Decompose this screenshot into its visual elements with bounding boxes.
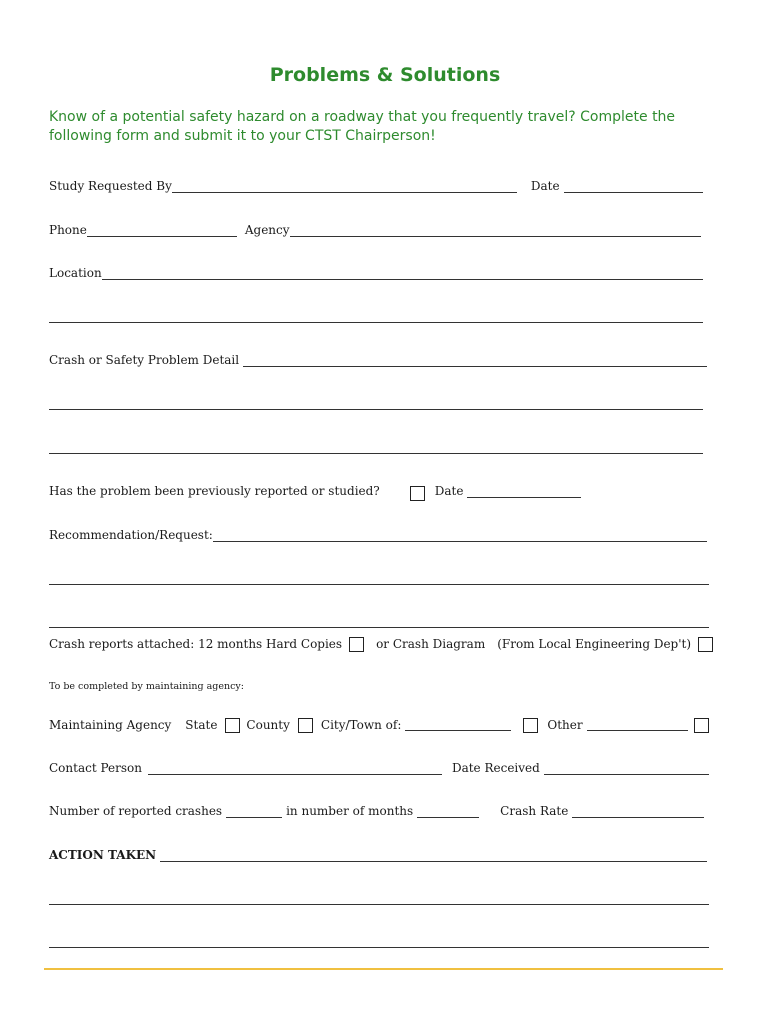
crash-diagram-label: or Crash Diagram xyxy=(376,637,486,651)
study-requested-row xyxy=(49,179,703,193)
crashes-row xyxy=(49,804,704,818)
prev-date-label: Date xyxy=(434,484,464,498)
recommendation-field[interactable] xyxy=(213,530,707,542)
hard-copies-checkbox[interactable] xyxy=(349,637,364,652)
recommendation-row xyxy=(49,528,707,542)
city-town-label: City/Town of: xyxy=(320,718,402,732)
num-crashes-label: Number of reported crashes xyxy=(49,804,223,818)
contact-person-label: Contact Person xyxy=(49,761,142,775)
crash-diagram-checkbox[interactable] xyxy=(698,637,713,652)
page-title: Problems & Solutions xyxy=(269,64,501,86)
study-requested-label: Study Requested By xyxy=(49,179,172,193)
maintaining-agency-row xyxy=(49,716,709,734)
state-checkbox[interactable] xyxy=(225,718,240,733)
other-field[interactable] xyxy=(587,719,688,731)
recommendation-line-3[interactable] xyxy=(49,627,709,628)
crash-reports-row xyxy=(49,635,692,653)
num-months-label: in number of months xyxy=(286,804,414,818)
contact-person-field[interactable] xyxy=(148,763,442,775)
state-label: State xyxy=(185,718,218,732)
crash-detail-label: Crash or Safety Problem Detail xyxy=(49,353,240,367)
crash-rate-label: Crash Rate xyxy=(500,804,569,818)
location-label: Location xyxy=(49,266,102,280)
crash-detail-line-3[interactable] xyxy=(49,453,703,454)
crash-detail-line-2[interactable] xyxy=(49,409,703,410)
agency-label: Agency xyxy=(244,223,290,237)
intro-text: Know of a potential safety hazard on a roadway that you frequently travel? Complete the following form and submit it to your CTST Chairperson! xyxy=(49,109,676,144)
city-town-field[interactable] xyxy=(405,719,511,731)
crash-rate-field[interactable] xyxy=(572,806,704,818)
action-taken-row xyxy=(49,848,707,862)
other-checkbox[interactable] xyxy=(694,718,709,733)
county-label: County xyxy=(246,718,290,732)
action-taken-label: ACTION TAKEN xyxy=(49,848,157,862)
other-label: Other xyxy=(547,718,583,732)
location-field[interactable] xyxy=(102,268,703,280)
study-requested-field[interactable] xyxy=(172,181,517,193)
location-line-2[interactable] xyxy=(49,322,703,323)
action-taken-field[interactable] xyxy=(160,850,707,862)
date-received-label: Date Received xyxy=(451,761,540,775)
previously-reported-row xyxy=(49,484,581,498)
from-local-label: (From Local Engineering Dep't) xyxy=(497,637,692,651)
maintaining-agency-label: Maintaining Agency xyxy=(49,718,172,732)
action-taken-line-2[interactable] xyxy=(49,904,709,905)
footer-divider xyxy=(44,968,723,970)
crash-detail-row xyxy=(49,353,707,367)
crash-detail-field[interactable] xyxy=(243,355,707,367)
phone-field[interactable] xyxy=(87,225,237,237)
prev-date-field[interactable] xyxy=(467,486,581,498)
action-taken-line-3[interactable] xyxy=(49,947,709,948)
date-received-field[interactable] xyxy=(544,763,709,775)
location-row xyxy=(49,266,703,280)
num-crashes-field[interactable] xyxy=(226,806,282,818)
phone-label: Phone xyxy=(49,223,87,237)
recommendation-label: Recommendation/Request: xyxy=(49,528,213,542)
previously-reported-checkbox[interactable] xyxy=(410,486,425,501)
city-town-checkbox[interactable] xyxy=(523,718,538,733)
county-checkbox[interactable] xyxy=(298,718,313,733)
recommendation-line-2[interactable] xyxy=(49,584,709,585)
maintaining-agency-note-text: To be completed by maintaining agency: xyxy=(49,681,244,692)
previously-reported-label: Has the problem been previously reported or studied? xyxy=(49,484,380,498)
phone-agency-row xyxy=(49,223,701,237)
date-label: Date xyxy=(530,179,560,193)
contact-row xyxy=(49,761,709,775)
agency-field[interactable] xyxy=(290,225,701,237)
crash-reports-label: Crash reports attached: 12 months Hard Copies xyxy=(49,637,343,651)
maintaining-agency-note xyxy=(49,680,244,694)
num-months-field[interactable] xyxy=(417,806,479,818)
date-field[interactable] xyxy=(564,181,703,193)
